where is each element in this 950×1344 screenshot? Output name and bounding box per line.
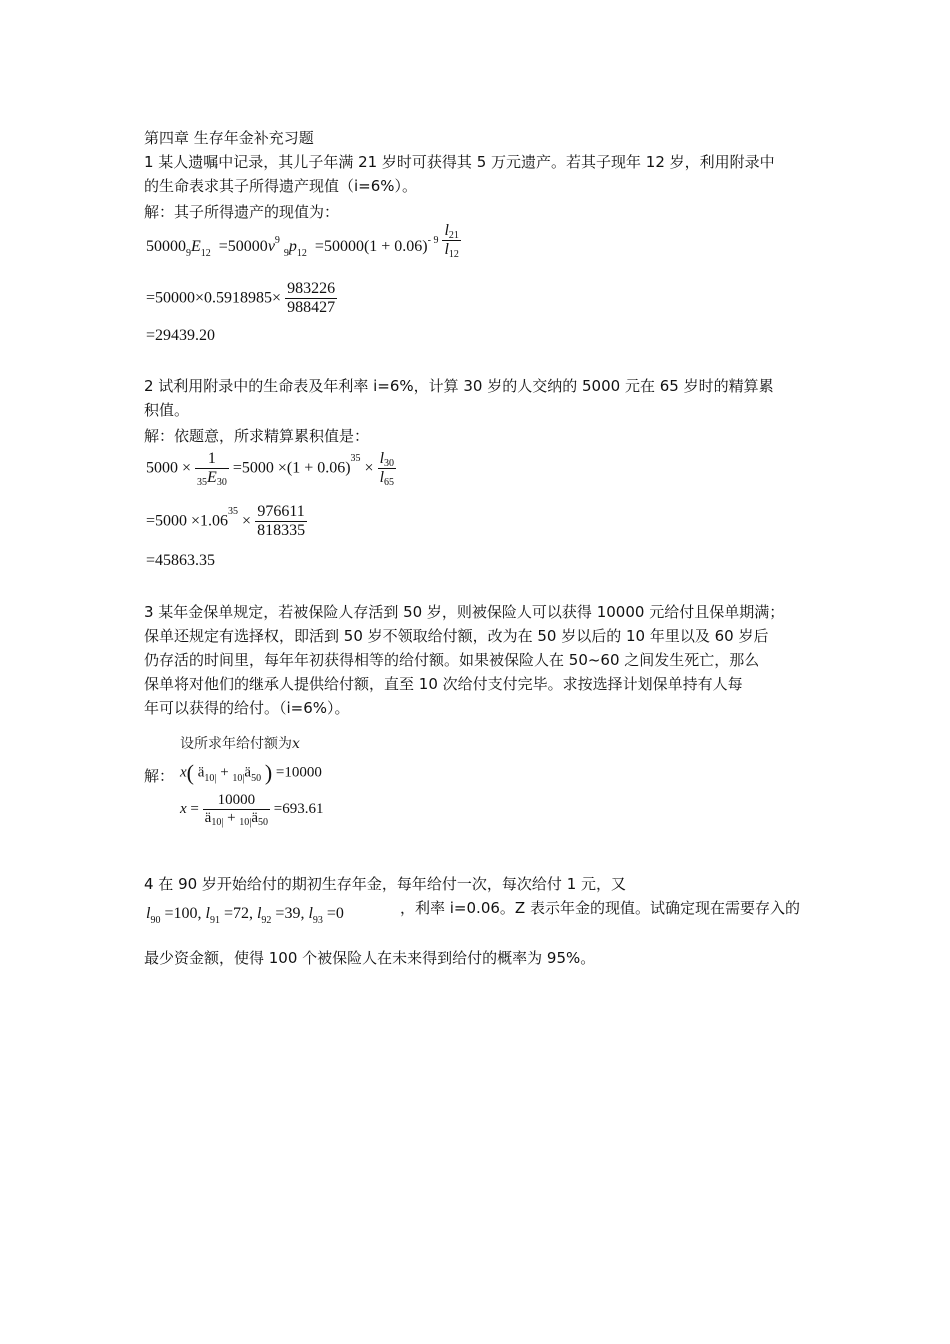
q4-line3: 最少资金额，使得 100 个被保险人在未来得到给付的概率为 95%。 — [144, 949, 596, 967]
q2-line1: 2 试利用附录中的生命表及年利率 i=6%，计算 30 岁的人交纳的 5000 元在 65 岁时的精算累 — [144, 377, 774, 395]
q3-line1: 3 某年金保单规定，若被保险人存活到 50 岁，则被保险人可以获得 10000 元给付且保单期满； — [144, 603, 785, 621]
q4-line2: ，利率 i=0.06。Z 表示年金的现值。试确定现在需要存入的 — [400, 899, 800, 917]
q1-solution-intro: 解：其子所得遗产的现值为： — [144, 203, 340, 221]
q2-formula-2: $=5000 \times 1.06^{35}$ × $\frac{976611}{818335}$ — [146, 503, 306, 539]
q4-line1: 4 在 90 岁开始给付的期初生存年金，每年给付一次，每次给付 1 元，又 — [144, 875, 627, 893]
q3-formula-1: x( $ä_{10|}$ + $_{10|}ä_{50}$ ) =10000 — [180, 760, 322, 785]
q3-assumption: 设所求年给付额为x — [180, 736, 300, 752]
q1-line2: 的生命表求其子所得遗产现值（i=6%）。 — [144, 177, 418, 195]
q2-result: =45863.35 — [146, 552, 216, 569]
q3-line3: 仍存活的时间里，每年年初获得相等的给付额。如果被保险人在 50~60 之间发生死亡，那么 — [144, 651, 760, 669]
chapter-title: 第四章 生存年金补充习题 — [144, 129, 314, 147]
q3-solution-label: 解： — [144, 767, 175, 785]
q2-line2: 积值。 — [144, 401, 190, 419]
q1-formula-2: =50000×0.5918985× $\frac{983226}{988427}$ — [146, 280, 336, 316]
q2-solution-intro: 解：依题意，所求精算累积值是： — [144, 427, 370, 445]
q4-formula: $l_{90} =100$, $l_{91} =72$, $l_{92} =39$, $l_{93} =0$ — [146, 905, 344, 926]
q3-line5: 年可以获得的给付。（i=6%）。 — [144, 699, 350, 717]
q2-formula-1: 5000 × $\frac{1}{35E30}$ $=5000 \times(1 + 0.06)^{35}$ × $\frac{l30}{l65}$ — [146, 450, 395, 488]
q1-result: =29439.20 — [146, 327, 216, 344]
q3-line2: 保单还规定有选择权，即活到 50 岁不领取给付额，改为在 50 岁以后的 10 年里以及 60 岁后 — [144, 627, 769, 645]
q1-formula-1: $50000_9E_{12} =50000v^9$ $_9p_{12} =50000(1 + 0.06)^{- 9}$ $\frac{l21}{l12}$ — [146, 222, 459, 260]
q3-line4: 保单将对他们的继承人提供给付额，直至 10 次给付支付完毕。求按选择计划保单持有人每 — [144, 675, 743, 693]
q1-line1: 1 某人遗嘱中记录，其儿子年满 21 岁时可获得其 5 万元遗产。若其子现年 12 岁，利用附录中 — [144, 153, 775, 171]
q3-formula-2: x = $\frac{10000}{ä_{10|} + _{10|}ä_{50}}$ =693.61 — [180, 792, 324, 828]
